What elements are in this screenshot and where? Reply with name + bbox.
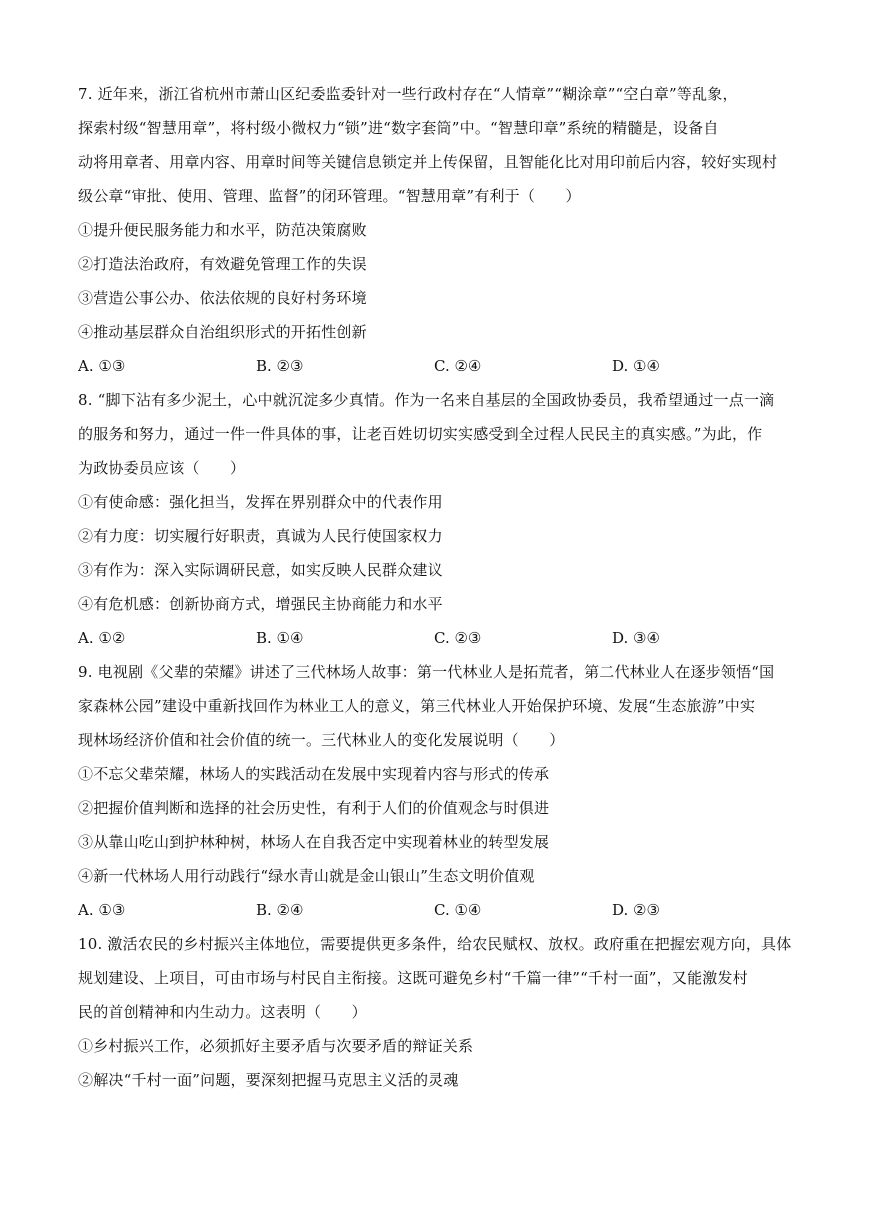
statement: ④新一代林场人用行动践行“绿水青山就是金山银山”生态文明价值观: [78, 867, 535, 885]
option-c: C. ②④: [434, 357, 482, 375]
question-10: [78, 934, 798, 1104]
statement: ④推动基层群众自治组织形式的开拓性创新: [78, 323, 367, 341]
answer-options: [78, 356, 798, 390]
question-stem-line: 9. 电视剧《父辈的荣耀》讲述了三代林场人故事：第一代林业人是拓荒者，第二代林业人在逐步领悟“国: [78, 663, 775, 681]
question-stem-line: 民的首创精神和内生动力。这表明（ ）: [78, 1003, 367, 1021]
question-stem-line: 的服务和努力，通过一件一件具体的事，让老百姓切切实实感受到全过程人民民主的真实感。”为此，作: [78, 425, 763, 443]
option-a: A. ①③: [78, 357, 126, 375]
statement: ②把握价值判断和选择的社会历史性，有利于人们的价值观念与时俱进: [78, 799, 550, 817]
statement: ①有使命感：强化担当，发挥在界别群众中的代表作用: [78, 493, 443, 511]
statement: ③有作为：深入实际调研民意，如实反映人民群众建议: [78, 561, 443, 579]
option-b: B. ①④: [256, 629, 304, 647]
statement: ②打造法治政府，有效避免管理工作的失误: [78, 255, 367, 273]
option-d: D. ①④: [612, 357, 660, 375]
question-stem-line: 级公章“审批、使用、管理、监督”的闭环管理。“智慧用章”有利于（ ）: [78, 187, 581, 205]
question-stem-line: 家森林公园”建设中重新找回作为林业工人的意义，第三代林业人开始保护环境、发展“生态旅游”中实: [78, 697, 756, 715]
question-stem-line: 动将用章者、用章内容、用章时间等关键信息锁定并上传保留，且智能化比对用印前后内容，较好实现村: [78, 153, 778, 171]
statement: ①乡村振兴工作，必须抓好主要矛盾与次要矛盾的辩证关系: [78, 1037, 474, 1055]
answer-options: [78, 900, 798, 934]
answer-options: [78, 628, 798, 662]
exam-page: [78, 84, 798, 1104]
option-d: D. ③④: [612, 629, 660, 647]
question-9: [78, 662, 798, 934]
question-stem-line: 探索村级“智慧用章”，将村级小微权力“锁”进“数字套筒”中。“智慧印章”系统的精髓是，设备自: [78, 119, 719, 137]
statement: ④有危机感：创新协商方式，增强民主协商能力和水平: [78, 595, 443, 613]
question-7: [78, 84, 798, 390]
statement: ③从靠山吃山到护林种树，林场人在自我否定中实现着林业的转型发展: [78, 833, 550, 851]
option-a: A. ①③: [78, 901, 126, 919]
option-a: A. ①②: [78, 629, 126, 647]
question-stem-line: 为政协委员应该（ ）: [78, 459, 246, 477]
question-stem-line: 7. 近年来，浙江省杭州市萧山区纪委监委针对一些行政村存在“人情章”“糊涂章”“空白章”等乱象，: [78, 85, 738, 103]
option-b: B. ②③: [256, 357, 304, 375]
statement: ②解决“千村一面”问题，要深刻把握马克思主义活的灵魂: [78, 1071, 459, 1089]
statement: ①不忘父辈荣耀，林场人的实践活动在发展中实现着内容与形式的传承: [78, 765, 550, 783]
question-8: [78, 390, 798, 662]
question-stem-line: 8. “脚下沾有多少泥土，心中就沉淀多少真情。作为一名来自基层的全国政协委员，我希望通过一点一滴: [78, 391, 775, 409]
option-c: C. ②③: [434, 629, 482, 647]
statement: ①提升便民服务能力和水平，防范决策腐败: [78, 221, 367, 239]
option-c: C. ①④: [434, 901, 482, 919]
option-b: B. ②④: [256, 901, 304, 919]
question-stem-line: 10. 激活农民的乡村振兴主体地位，需要提供更多条件，给农民赋权、放权。政府重在把握宏观方向，具体: [78, 935, 792, 953]
question-stem-line: 规划建设、上项目，可由市场与村民自主衔接。这既可避免乡村“千篇一律”“千村一面”，又能激发村: [78, 969, 748, 987]
question-stem-line: 现林场经济价值和社会价值的统一。三代林业人的变化发展说明（ ）: [78, 731, 565, 749]
option-d: D. ②③: [612, 901, 660, 919]
statement: ③营造公事公办、依法依规的良好村务环境: [78, 289, 367, 307]
statement: ②有力度：切实履行好职责，真诚为人民行使国家权力: [78, 527, 443, 545]
